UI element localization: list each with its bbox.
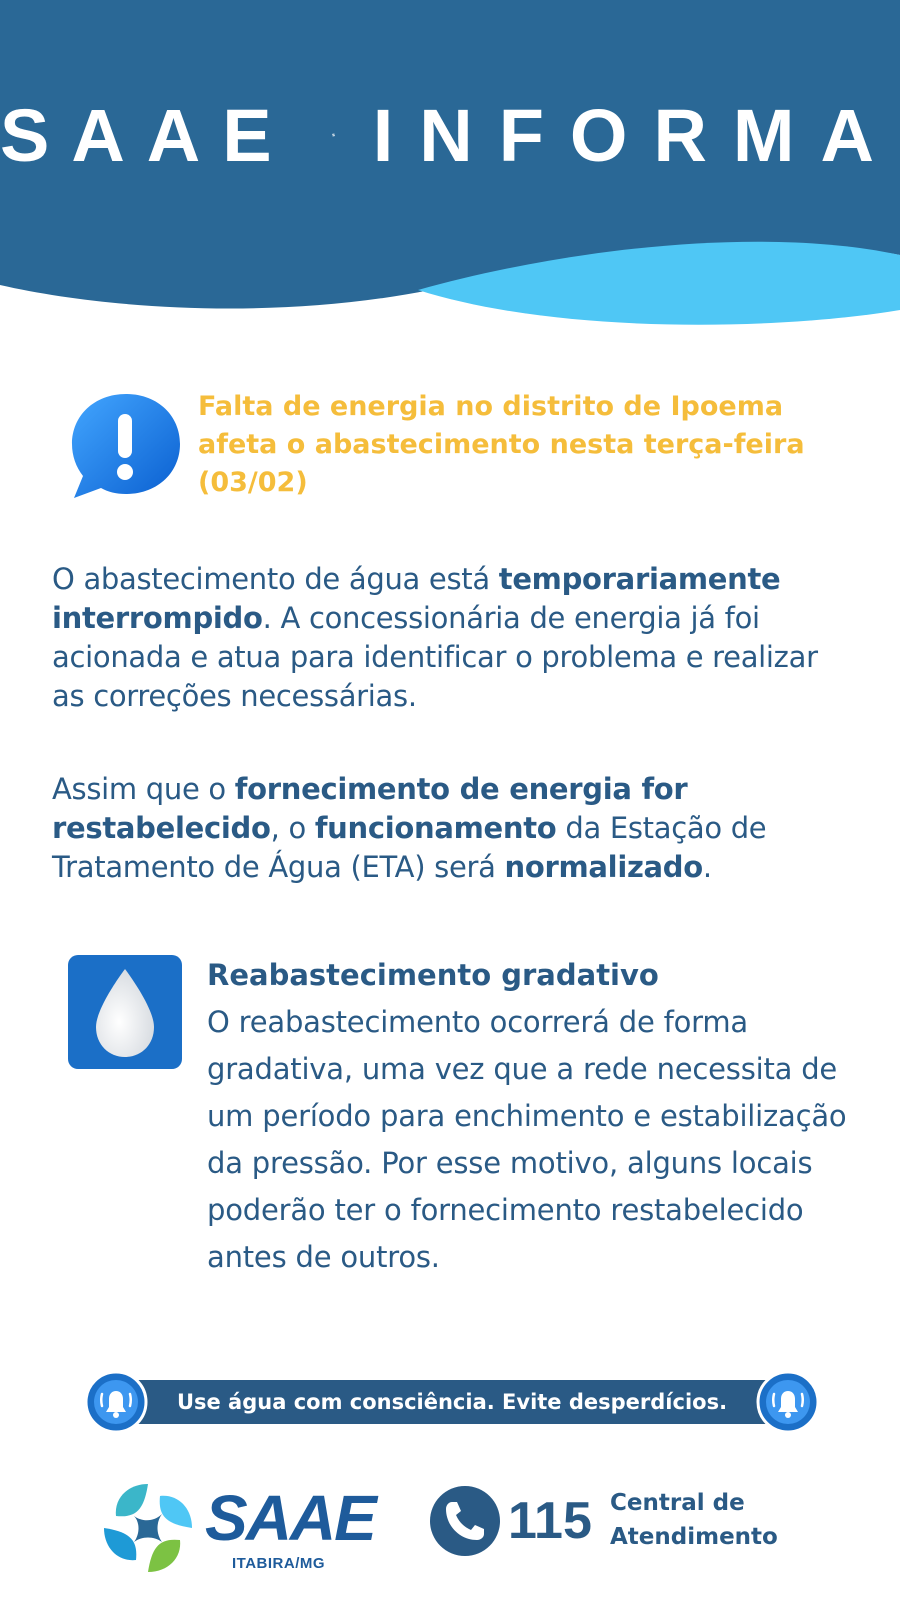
bell-icon	[756, 1370, 820, 1434]
conscious-use-banner	[84, 1370, 820, 1434]
water-drop-icon	[68, 955, 182, 1069]
paragraph-restoration	[52, 770, 852, 887]
paragraph2-bold-energy: fornecimento de energia for restabelecido	[52, 772, 688, 845]
phone-label: Central de Atendimento	[610, 1490, 778, 1550]
paragraph1-text-end: . A concessionária de energia já foi acionada e atua para identificar o problema e realizar as correções necessárias.	[52, 601, 818, 713]
header-title	[0, 80, 900, 190]
paragraph-interruption	[52, 560, 852, 716]
banner-text: Use água com consciência. Evite desperdícios.	[176, 1390, 728, 1414]
header-right-word: INFORMA	[372, 93, 900, 177]
paragraph2-text: Assim que o	[52, 772, 235, 806]
paragraph2-bold-operation: funcionamento	[314, 811, 557, 845]
paragraph2-bold-normalized: normalizado	[504, 850, 703, 884]
paragraph1-bold: temporariamente interrompido	[52, 562, 781, 635]
reabastecimento-text: O reabastecimento ocorrerá de forma gradativa, uma vez que a rede necessita de um período para enchimento e estabilização da pressão. Por esse motivo, alguns locais poderão ter o fornecimento restabelecido antes de outros.	[207, 1005, 847, 1274]
saae-brand-logo-icon	[102, 1482, 194, 1574]
alert-title: Falta de energia no distrito de Ipoema afeta o abastecimento nesta terça-feira (03/02)	[198, 391, 805, 498]
paragraph2-text-4: .	[702, 850, 712, 884]
phone-number: 115	[508, 1492, 592, 1550]
phone-icon	[428, 1484, 502, 1558]
paragraph1-text: O abastecimento de água está	[52, 562, 499, 596]
saae-logo-icon	[332, 65, 335, 205]
brand-location: ITABIRA/MG	[232, 1555, 326, 1572]
header-left-word: SAAE	[0, 93, 294, 177]
reabastecimento-title: Reabastecimento gradativo	[207, 958, 659, 992]
bell-icon	[84, 1370, 148, 1434]
alert-section	[66, 388, 846, 518]
exclamation-bubble-icon	[66, 388, 182, 504]
paragraph2-text-3: da Estação de Tratamento de Água (ETA) será	[52, 811, 767, 884]
brand-name: SAAE	[205, 1482, 375, 1554]
paragraph2-text-2: , o	[270, 811, 315, 845]
